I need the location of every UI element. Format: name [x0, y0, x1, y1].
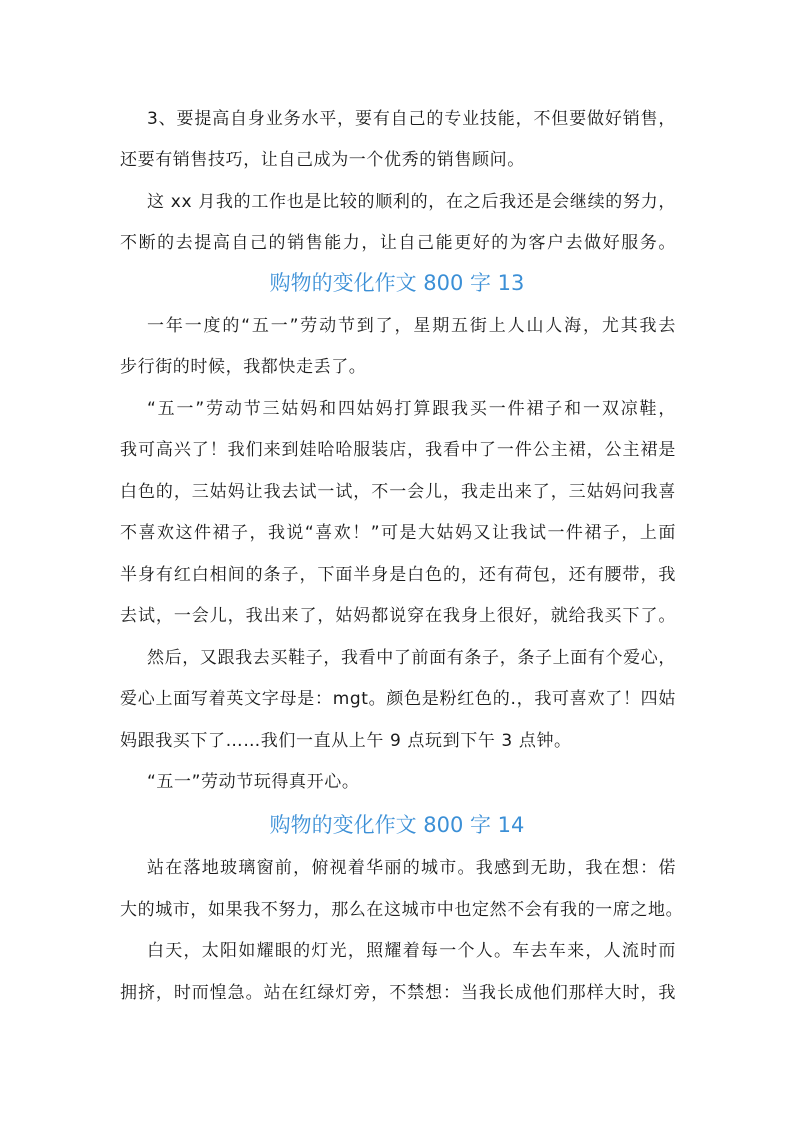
paragraph-line: “五一”劳动节三姑妈和四姑妈打算跟我买一件裙子和一双凉鞋，: [147, 399, 676, 419]
paragraph-line: “五一”劳动节玩得真开心。: [147, 772, 360, 792]
paragraph-line: 去试，一会儿，我出来了，姑妈都说穿在我身上很好，就给我买下了。: [120, 606, 676, 626]
section-heading: 购物的变化作文 800 字 14: [269, 813, 525, 837]
paragraph-line: 大的城市，如果我不努力，那么在这城市中也定然不会有我的一席之地。: [120, 900, 684, 920]
paragraph-line: 站在落地玻璃窗前，俯视着华丽的城市。我感到无助，我在想：偌: [147, 858, 676, 878]
paragraph-line: 妈跟我买下了……我们一直从上午 9 点玩到下午 3 点钟。: [120, 731, 572, 751]
paragraph-line: 一年一度的“五一”劳动节到了，星期五街上人山人海，尤其我去: [147, 316, 676, 336]
paragraph-line: 不断的去提高自己的销售能力，让自己能更好的为客户去做好服务。: [120, 233, 676, 253]
paragraph-line: 拥挤，时而惶急。站在红绿灯旁，不禁想：当我长成他们那样大时，我: [120, 983, 676, 1003]
paragraph-line: 不喜欢这件裙子，我说“喜欢！”可是大姑妈又让我试一件裙子，上面: [120, 523, 676, 543]
paragraph-line: 白天，太阳如耀眼的灯光，照耀着每一个人。车去车来，人流时而: [147, 941, 676, 961]
paragraph-line: 步行街的时候，我都快走丢了。: [120, 357, 367, 377]
paragraph-line: 这 xx 月我的工作也是比较的顺利的，在之后我还是会继续的努力，: [147, 192, 676, 212]
paragraph-line: 爱心上面写着英文字母是：mgt。颜色是粉红色的.，我可喜欢了！四姑: [120, 689, 676, 709]
paragraph-line: 半身有红白相间的条子，下面半身是白色的，还有荷包，还有腰带，我: [120, 565, 676, 585]
section-heading: 购物的变化作文 800 字 13: [269, 271, 525, 295]
paragraph-line: 我可高兴了！我们来到娃哈哈服装店，我看中了一件公主裙，公主裙是: [120, 440, 676, 460]
paragraph-line: 然后，又跟我去买鞋子，我看中了前面有条子，条子上面有个爱心，: [147, 648, 676, 668]
paragraph-line: 白色的，三姑妈让我去试一试，不一会儿，我走出来了，三姑妈问我喜: [120, 482, 676, 502]
paragraph-line: 还要有销售技巧，让自己成为一个优秀的销售顾问。: [120, 150, 525, 170]
paragraph-line: 3、要提高自身业务水平，要有自己的专业技能，不但要做好销售，: [147, 109, 676, 129]
